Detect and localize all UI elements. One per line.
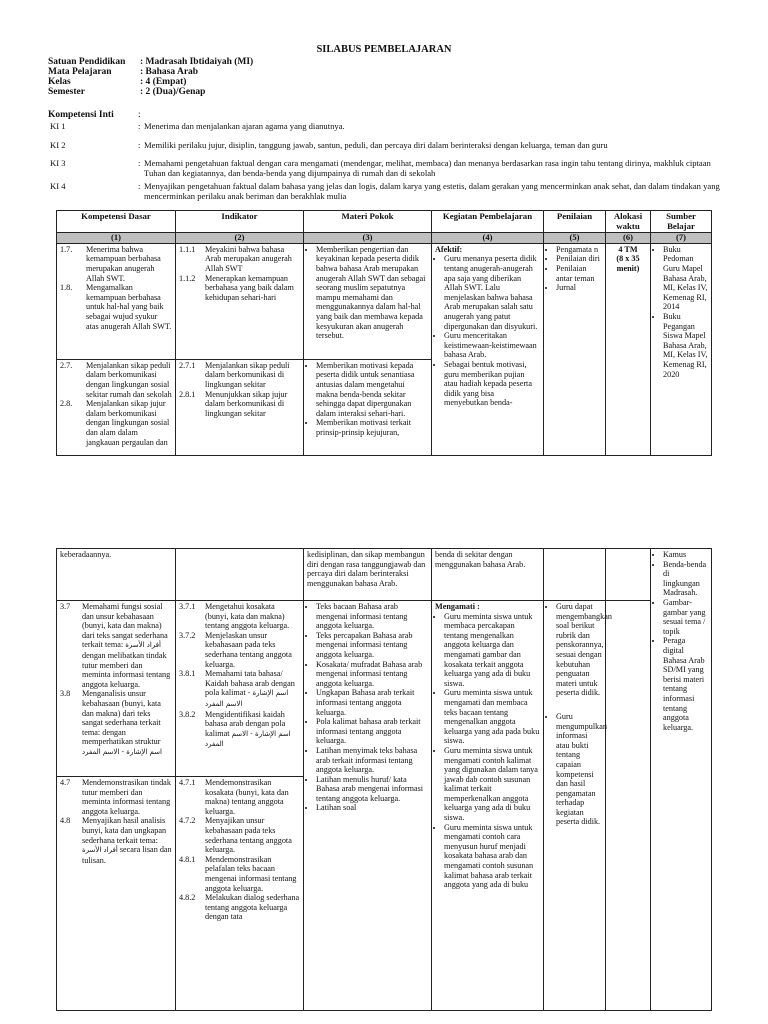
kegiatan-heading: Mengamati :: [435, 602, 480, 611]
field-value: : 4 (Empat): [140, 77, 187, 87]
kegiatan-cell: benda di sekitar dengan menggunakan bahasa Arab.: [432, 549, 544, 601]
penilaian-item: • Pengamata n: [556, 245, 602, 255]
alokasi-cell: [606, 243, 651, 455]
kd-cell: [57, 243, 176, 359]
sumber-item: • Buku Pegangan Siswa Mapel Bahasa Arab, MI, Kelas IV, Kemenag RI, 2020: [663, 312, 708, 379]
alokasi-tm: 4 TM: [618, 244, 638, 254]
ki-code: KI 3: [50, 158, 66, 168]
indikator-item: 4.8.2 Melakukan dialog sederhana tentang anggota keluarga dengan tata: [179, 893, 300, 922]
col-number: (3): [304, 233, 432, 244]
field-label: Satuan Pendidikan: [48, 57, 126, 67]
kegiatan-item: • Guru meminta siswa untuk membaca percakapan tentang mengenalkan anggota keluarga dan mengamati gambar dan kosakata terkait anggota keluarga yang ada di buku siswa.: [444, 612, 540, 689]
penilaian-item: • Penilaian antar teman: [556, 264, 602, 283]
indikator-cell: [176, 359, 304, 455]
indikator-item: 3.8.1 Memahami tata bahasa/ Kaidah bahasa arab dengan pola kalimat اسم الإشارة - الاسم المفرد: [179, 669, 295, 708]
materi-item: • Memberikan motivasi terkait prinsip-prinsip kejujuran,: [316, 418, 428, 437]
ki-text: Memahami pengetahuan faktual dengan cara mengamati (mendengar, melihat, membaca) dan menanya berdasarkan rasa ingin tahu tentang dirinya, makhluk ciptaan Tuhan dan kegiatannya, dan benda-benda yang dijumpainya di rumah dan di sekolah: [144, 158, 711, 178]
indikator-item: 1.1.1 Meyakini bahwa bahasa Arab merupakan anugerah Allah SWT: [179, 244, 292, 273]
col-number: (2): [176, 233, 304, 244]
col-header: Kegiatan Pembelajaran: [432, 211, 544, 233]
ki-heading: Kompetensi Inti: [48, 110, 114, 120]
alokasi-cell: [606, 549, 651, 601]
identity-row: [48, 57, 253, 67]
kd-item: 4.8 Menyajikan hasil analisis bunyi, kata dan ungkapan sederhana terkait tema: أفراد الأسرة secara lisan dan tulisan.: [60, 816, 172, 865]
ki-text: Menyajikan pengetahuan faktual dalam bahasa yang jelas dan logis, dalam karya yang estetis, dalam gerakan yang mencerminkan anak sehat, dan dalam tindakan yang mencerminkan perilaku anak beriman dan berakhlak mulia: [144, 181, 720, 201]
field-label: Semester: [48, 87, 85, 97]
kd-cell: [57, 777, 176, 1011]
alokasi-cell: [606, 601, 651, 1011]
col-number: (7): [651, 233, 712, 244]
sumber-item: • Gambar-gambar yang sesuai tema / topik: [663, 598, 708, 636]
indikator-item: 3.8.2 Mengidentifikasi kaidah bahasa arab dengan pola kalimat اسم الإشارة - الاسم المفرد: [179, 709, 291, 749]
kegiatan-cell: [432, 243, 544, 455]
indikator-cell: [176, 601, 304, 777]
page-1: [0, 0, 768, 470]
sumber-item: • Buku Pedoman Guru Mapel Bahasa Arab, MI, Kelas IV, Kemenag RI, 2014: [663, 245, 708, 312]
col-number: (4): [432, 233, 544, 244]
ki-code: KI 1: [50, 121, 66, 131]
penilaian-cell: [544, 601, 612, 1011]
col-header: Alokasi waktu: [606, 211, 651, 233]
kd-cell: [57, 359, 176, 455]
kd-item: 1.8. Mengamalkan kemampuan berbahasa untuk hal-hal yang baik sebagai wujud syukur atas anugerah Allah SWT.: [60, 283, 172, 331]
ki-text: Menerima dan menjalankan ajaran agama yang dianutnya.: [144, 121, 345, 131]
indikator-item: 4.8.1 Mendemonstrasikan pelafalan teks bacaan mengenai informasi tentang anggota keluarga.: [179, 854, 297, 893]
indikator-item: 1.1.2 Menerapkan kemampuan berbahasa yang baik dalam kehidupan sehari-hari: [179, 273, 294, 302]
document-title: SILABUS PEMBELAJARAN: [316, 44, 452, 55]
indikator-cell: [176, 549, 304, 601]
syllabus-table: [56, 210, 712, 456]
penilaian-item: • Guru mengumpulkan informasi atau bukti tentang capaian kompetensi dan hasil pengamatan terhadap kegiatan peserta didik.: [556, 712, 602, 827]
kd-item: 2.7. Menjalankan sikap peduli dalam berkomunikasi dengan lingkungan sosial sekitar rumah dan sekolah: [60, 360, 172, 399]
col-number: (1): [57, 233, 176, 244]
field-value: : 2 (Dua)/Genap: [140, 87, 206, 97]
sumber-item: • Peraga digital Bahasa Arab SD/MI yang berisi materi tentang informasi tentang anggota keluarga.: [663, 636, 708, 732]
col-header: Indikator: [176, 211, 304, 233]
materi-cell: [304, 601, 432, 1011]
identity-row: [48, 77, 253, 87]
identity-row: [48, 67, 253, 77]
kd-item: 1.7. Menerima bahwa kemampuan berbahasa merupakan anugerah Allah SWT.: [60, 244, 161, 283]
col-header: Penilaian: [544, 211, 606, 233]
kegiatan-item: • Guru meminta siswa untuk mengamati contoh kalimat yang digunakan dalam tanya jawab dab contoh susunan kalimat terkait memperkenalkan anggota keluarga yang ada di buku siswa.: [444, 746, 540, 823]
materi-item: • Pola kalimat bahasa arab terkait informasi tentang anggota keluarga.: [316, 717, 428, 746]
ki-code: KI 4: [50, 181, 66, 191]
materi-cell: [304, 359, 432, 455]
kegiatan-item: • Guru meminta siswa untuk mengamati contoh cara menyusun huruf menjadi kosakata bahasa arab dan mengamati contoh susunan kalimat bahasa arab terkait anggota yang ada di buku: [444, 823, 540, 890]
materi-item: • Latihan soal: [316, 803, 428, 813]
kegiatan-item: • Sebagai bentuk motivasi, guru memberikan pujian atau hadiah kepada peserta didik yang bisa menyebutkan benda-: [444, 360, 540, 408]
indikator-item: 2.7.1 Menjalankan sikap peduli dalam berkomunikasi di lingkungan sekitar: [179, 360, 290, 389]
materi-item: • Ungkapan Bahasa arab terkait informasi tentang anggota keluarga.: [316, 688, 428, 717]
indikator-item: 2.8.1 Menunjukkan sikap jujur dalam berkomunikasi di lingkungan sekitar: [179, 389, 288, 418]
field-value: : Bahasa Arab: [140, 67, 199, 77]
penilaian-item: • Guru dapat mengembangkan soal berikut rubrik dan penskorannya, sesuai dengan kebutuhan penguatan materi untuk peserta didik.: [556, 602, 602, 698]
materi-item: • Latihan menulis huruf/ kata Bahasa arab mengenai informasi tentang anggota keluarga.: [316, 775, 428, 804]
sumber-cell: [651, 243, 712, 455]
indikator-cell: [176, 243, 304, 359]
materi-item: • Memberikan motivasi kepada peserta didik untuk senantiasa antusias dalam mengetahui makna benda-benda sekitar sehingga dapat dipergunakan dalam interaksi sehari-hari.: [316, 361, 428, 419]
sumber-item: • Kamus: [663, 550, 708, 560]
materi-cell: [304, 243, 432, 359]
ki-code: KI 2: [50, 140, 66, 150]
kd-item: 2.8. Menjalankan sikap jujur dalam berkomunikasi dengan lingkungan sosial dan alam dalam jangkauan pergaulan dan: [60, 399, 170, 447]
page-2: [0, 540, 768, 1024]
field-value: : Madrasah Ibtidaiyah (MI): [140, 57, 254, 67]
field-label: Mata Pelajaran: [48, 67, 112, 77]
materi-item: • Latihan menyimak teks bahasa arab terkait informasi tentang anggota keluarga.: [316, 746, 428, 775]
materi-item: • Teks percapakan Bahasa arab mengenai informasi tentang anggota keluarga.: [316, 631, 428, 660]
kd-item: 4.7 Mendemonstrasikan tindak tutur memberi dan meminta informasi tentang anggota keluarga.: [60, 778, 171, 816]
sumber-item: • Benda-benda di lingkungan Madrasah.: [663, 560, 708, 598]
penilaian-item: • Jurnal: [556, 283, 602, 293]
penilaian-item: • Penilaian diri: [556, 254, 602, 264]
col-header: Sumber Belajar: [651, 211, 712, 233]
materi-cell: kedisiplinan, dan sikap membangun diri dengan rasa tanggungjawab dan percaya diri dalam berinteraksi menggunakan bahasa Arab.: [304, 549, 432, 601]
ki-row: KI 4 : Menyajikan pengetahuan faktual dalam bahasa yang jelas dan logis, dalam karya yang estetis, dalam gerakan yang mencerminkan anak sehat, dan dalam tindakan yang mencerminkan perilaku anak beriman dan berakhlak mulia: [50, 181, 730, 201]
kd-cell: keberadaannya.: [57, 549, 176, 601]
identity-block: [48, 57, 253, 97]
ki-row: KI 1 : Menerima dan menjalankan ajaran agama yang dianutnya.: [50, 121, 730, 131]
kegiatan-item: • Guru menceritakan keistimewaan-keistimewaan bahasa Arab.: [444, 331, 540, 360]
field-label: Kelas: [48, 77, 71, 87]
indikator-item: 3.7.2 Menjelaskan unsur kebahasaan pada teks sederhana tentang anggota keluarga.: [179, 630, 292, 669]
kd-item: 3.7 Memahami fungsi sosial dan unsur kebahasaan (bunyi, kata dan makna) dari teks sangat sederhana terkait tema: أفراد الأسرة dengan melibatkan tindak tutur memberi dan meminta informasi tentang anggota keluarga.: [60, 602, 171, 689]
kd-cell: [57, 601, 176, 777]
indikator-item: 4.7.2 Menyajikan unsur kebahasaan pada teks sederhana tentang anggota keluarga.: [179, 816, 292, 855]
kegiatan-cell: [432, 601, 544, 1011]
penilaian-cell: [544, 549, 606, 601]
col-number: (6): [606, 233, 651, 244]
col-header: Materi Pokok: [304, 211, 432, 233]
indikator-cell: [176, 777, 304, 1011]
kegiatan-item: • Guru meminta siswa untuk mengamati dan membaca teks bacaan tentang mengenalkan anggota keluarga yang ada pada buku siswa.: [444, 688, 540, 746]
ki-row: KI 2 : Memiliki perilaku jujur, disiplin, tanggung jawab, santun, peduli, dan percaya diri dalam berinteraksi dengan keluarga, teman dan guru: [50, 140, 730, 150]
indikator-item: 3.7.1 Mengetahui kosakata (bunyi, kata dan makna) tentang anggota keluarga.: [179, 602, 290, 631]
kegiatan-heading: Afektif:: [435, 244, 463, 254]
col-header: Kompetensi Dasar: [57, 211, 176, 233]
ki-text: Memiliki perilaku jujur, disiplin, tanggung jawab, santun, peduli, dan percaya diri dalam berinteraksi dengan keluarga, teman dan guru: [144, 140, 608, 150]
sumber-cell: [651, 549, 712, 1011]
col-number: (5): [544, 233, 606, 244]
materi-item: • Teks bacaan Bahasa arab mengenai informasi tentang anggota keluarga.: [316, 602, 428, 631]
materi-item: • Kosakata/ mufradat Bahasa arab mengenai informasi tentang anggota keluarga.: [316, 660, 428, 689]
ki-row: KI 3 : Memahami pengetahuan faktual dengan cara mengamati (mendengar, melihat, membaca) dan menanya berdasarkan rasa ingin tahu tentang dirinya, makhluk ciptaan Tuhan dan kegiatannya, dan benda-benda yang dijumpainya di rumah dan di sekolah: [50, 158, 730, 178]
kegiatan-item: • Guru menanya peserta didik tentang anugerah-anugerah apa saja yang diberikan Allah SWT. Lalu menjelaskan bahwa bahasa Arab merupakan salah satu anugerah yang patut dipergunakan dan disyukuri.: [444, 254, 540, 331]
indikator-item: 4.7.1 Mendemonstrasikan kosakata (bunyi, kata dan makna) tentang anggota keluarga.: [179, 778, 289, 816]
kd-item: 3.8 Menganalisis unsur kebahasaan (bunyi, kata dan makna) dari teks sangat sederhana terkait tema: dengan memperhatikan struktur اسم الإشارة - الاسم المفرد: [60, 689, 162, 756]
penilaian-cell: [544, 243, 606, 455]
ki-colon: :: [138, 110, 141, 120]
syllabus-table-continued: [56, 548, 712, 1011]
materi-item: • Memberikan pengertian dan keyakinan kepada peserta didik bahwa bahasa Arab merupakan anugerah Allah SWT dan sebagai seorang muslim sepatutnya mampu memahami dan menggunakannya dalam hal-hal yang baik dan membawa kepada kesyukuran akan anugerah tersebut.: [316, 245, 428, 341]
identity-row: [48, 87, 253, 97]
alokasi-menit: (8 x 35 menit): [616, 254, 640, 273]
